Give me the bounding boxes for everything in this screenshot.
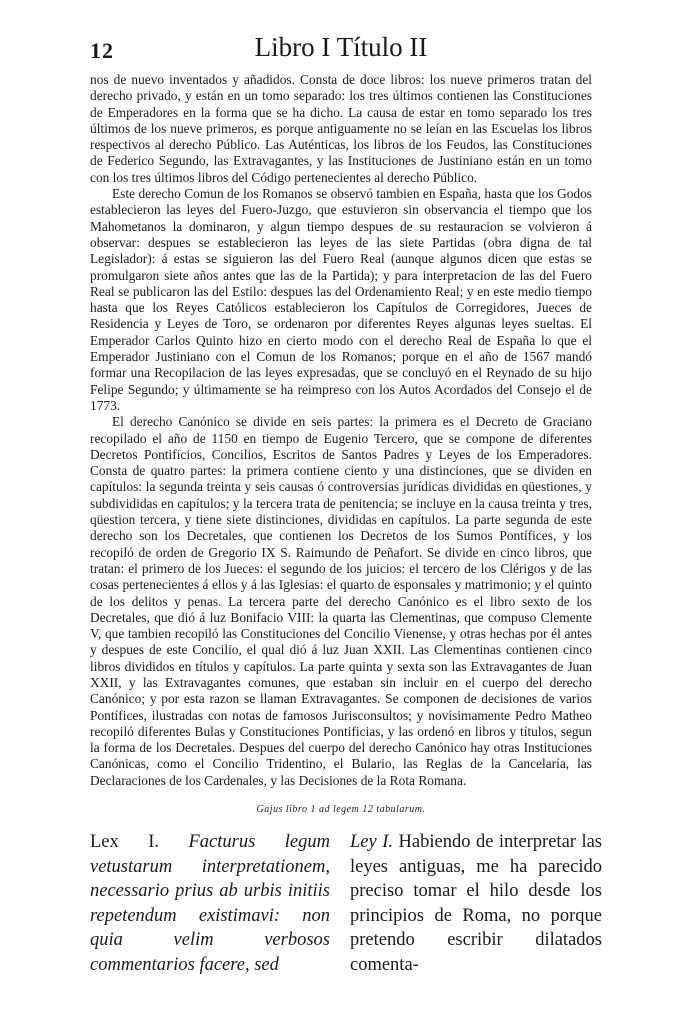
paragraph: Este derecho Comun de los Romanos se observó tambien en España, hasta que los Godos establecieron las leyes del Fuero-Juzgo, que estuvieron sin observancia el tiempo que los Mahometanos la dominaron, y algun tiempo despues de su restauracion se volvieron á observar: despues se establecieron las leyes de las siete Partidas (obra digna de tal Legislador): á estas se siguieron las del Fuero Real (aunque algunos dicen que estas se promulgaron siete años antes que las de la Partida); y para interpretacion de las del Fuero Real se publicaron las del Estilo: despues las del Ordenamiento Real; y en este medio tiempo hasta que los Reyes Católicos establecieron los Capítulos de Corregidores, Jueces de Residencia y Leyes de Toro, se ordenaron por diferentes Reyes algunas leyes sueltas. El Emperador Carlos Quinto hizo en cierto modo con el derecho Real de España lo que el Emperador Justiniano con el Comun de los Romanos; porque en el año de 1567 mandó formar una Recopilacion de las leyes expresadas, que se concluyó en el Reynado de su hijo Felipe Segundo; y últimamente se ha reimpreso con los Autos Acordados del Consejo el de 1773. — [90, 186, 592, 413]
latin-lead: Lex I. — [90, 832, 189, 852]
paragraph: El derecho Canónico se divide en seis partes: la primera es el Decreto de Graciano recopilado el año de 1150 en tiempo de Eugenio Tercero, que se compone de diferentes Decretos Pontificios, Concilios, Escritos de Santos Padres y Leyes de los Emperadores. Consta de quatro partes: la primera contiene ciento y una distinciones, que se dividen en capítulos: la segunda treinta y seis causas ó controversias jurídicas divididas en qüestiones, y subdivididas en capítulos; y la tercera trata de penitencia; se incluye en la causa treinta y tres, qüestion tercera, y tiene siete distinciones, divididas en capítulos. La parte segunda de este derecho son los Decretales, que contienen los Decretos de los Sumos Pontífices, y los recopiló de orden de Gregorio IX S. Raimundo de Peñafort. Se divide en cinco libros, que tratan: el primero de los Jueces: el segundo de los juicios: el tercero de los Clérigos y de las cosas pertenecientes á ellos y á las Iglesias: el quarto de esponsales y matrimonio; y el quinto de los delitos y penas. La tercera parte del derecho Canónico es el libro sexto de los Decretales, que dió á luz Bonifacio VIII: la quarta las Clementinas, que compuso Clemente V, que tambien recopiló las Constituciones del Concilio Vienense, y otras hechas por él antes y despues de este Concilio, el qual dió á luz Juan XXII. Las Clementinas contienen cinco libros divididos en títulos y capítulos. La parte quinta y sexta son las Extravagantes de Juan XXII, y las Extravagantes comunes, que estaban sin incluir en el cuerpo del derecho Canónico; y por esta razon se llaman Extravagantes. Se componen de decisiones de varios Pontífices, ilustradas con notas de famosos Jurisconsultos; y novísimamente Pedro Matheo recopiló diferentes Bulas y Constituciones Pontificias, y las ordenó en libros y títulos, segun la forma de los Decretales. Despues del cuerpo del derecho Canónico hay otras Instituciones Canónicas, como el Concilio Tridentino, el Bulario, las Reglas de la Cancelaría, las Declaraciones de los Cardenales, y las Decisiones de la Rota Romana. — [90, 414, 592, 788]
latin-text: Facturus legum vetustarum interpretationem, necessario prius ab urbis initiis repetendum existimavi: non quia velim verbosos commentarios facere, sed — [90, 832, 330, 975]
spanish-column — [350, 830, 602, 977]
paragraph: nos de nuevo inventados y añadidos. Consta de doce libros: los nueve primeros tratan del derecho privado, y están en un tomo separado: los tres últimos contienen las Constituciones de Emperadores en la forma que se ha dicho. La causa de estar en tomo separado los tres últimos de los nueve primeros, es porque antiguamente no se leían en las Escuelas los libros respectivos al derecho Público. Las Auténticas, los libros de los Feudos, las Constituciones de Federico Segundo, las Extravagantes, y las Instituciones de Justiniano están en un tomo con los tres últimos libros del Código pertenecientes al derecho Público. — [90, 72, 592, 185]
main-body-text — [90, 72, 592, 789]
spanish-text: Habiendo de interpretar las leyes antiguas, me ha parecido preciso tomar el hilo desde los principios de Roma, no porque pretendo escribir dilatados comenta- — [350, 832, 602, 975]
spanish-lead: Ley I. — [350, 832, 399, 852]
page-number: 12 — [90, 38, 114, 63]
latin-column — [90, 830, 330, 977]
page-header — [90, 32, 592, 68]
source-subheading: Gajus libro 1 ad legem 12 tabularum. — [256, 804, 426, 815]
running-title: Libro I Título II — [254, 32, 428, 62]
